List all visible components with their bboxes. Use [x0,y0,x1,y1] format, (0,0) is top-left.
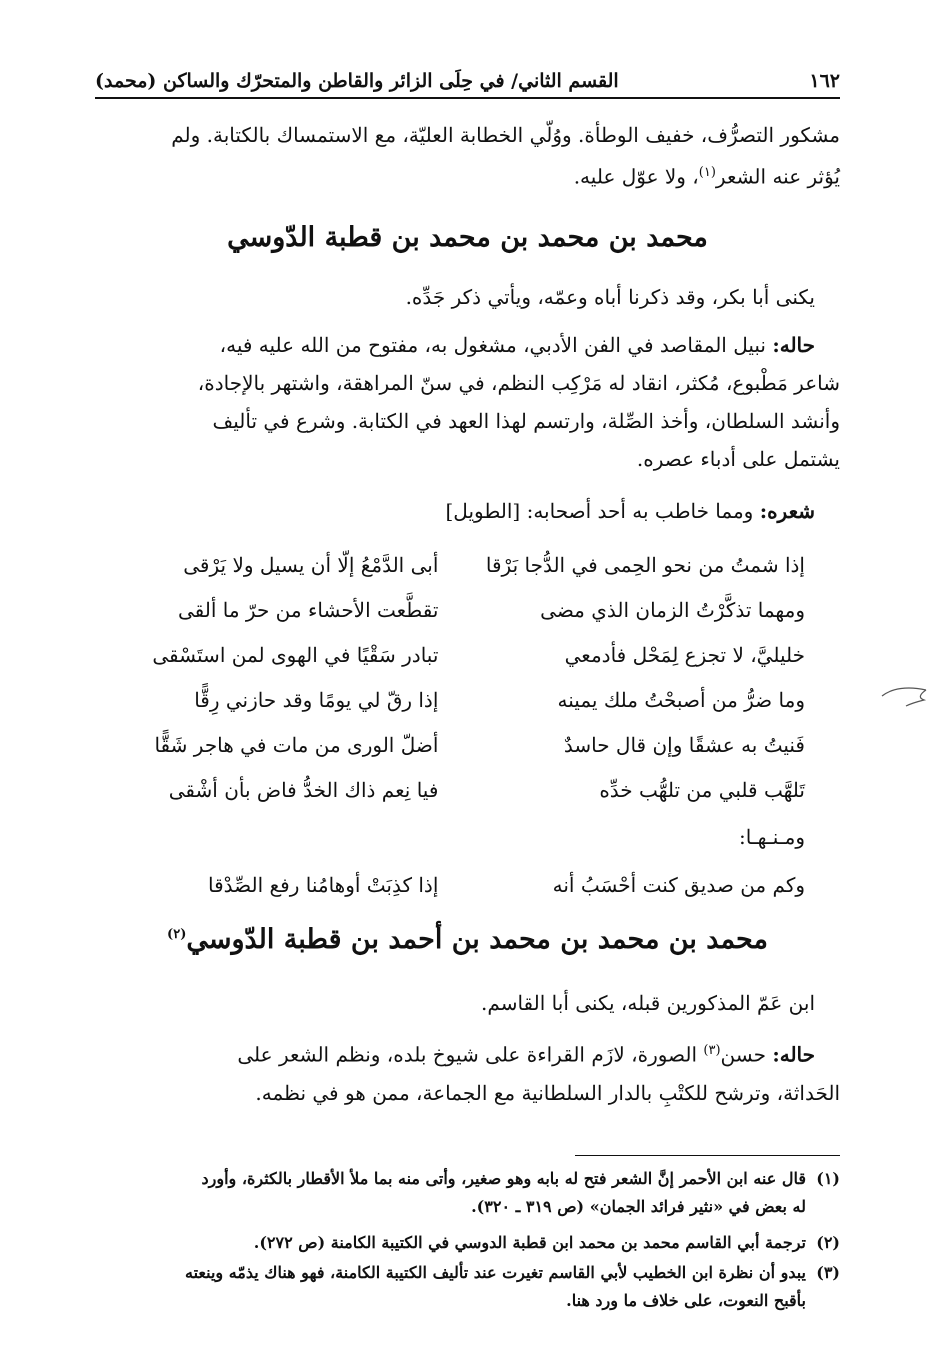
footnote-line [100,1259,840,1287]
verse-second-hemistich: إذا رقّ لي يومًا وقد حازني رِقًّا [194,687,439,712]
hal-line [95,1032,840,1074]
poetry-intro-line [95,492,840,530]
poetry-intro [95,492,840,530]
footnote-line: بأقبح النعوت، على خلاف ما ورد هنا. [566,1291,806,1310]
intro-line: مشكور التصرُّف، خفيف الوطأة. ووُلّي الخطابة العليّة، مع الاستمساك بالكتابة. ولم [171,123,840,147]
intro-text: يُؤثر عنه الشعر [715,164,840,189]
hal-paragraph [95,326,840,478]
footnote-text: يبدو أن نظرة ابن الخطيب لأبي القاسم تغيرت عند تأليف الكتيبة الكامنة، فهو هناك يذمّه وينعته [185,1263,806,1282]
verse [100,862,805,907]
hal-text: نبيل المقاصد في الفن الأدبي، مشغول به، مفتوح من الله عليه فيه، [219,333,766,357]
hal-line: الحَداثة، وترشح للكتْبِ بالدار السلطانية مع الجماعة، ممن هو في نظمه. [255,1080,840,1105]
hal-text: حسن [720,1042,766,1067]
footnote-number: (١) [816,1169,840,1188]
verse-first-hemistich: ومهما تذكَّرْتُ الزمان الذي مضى [540,597,805,622]
minha-label: ومـنـهـا: [738,825,805,849]
verse-first-hemistich: وما ضرُّ من أصبحْتُ ملك يمينه [557,687,805,712]
poem [100,542,805,907]
verse-first-hemistich: وكم من صديق كنت أحْسَبُ أنه [552,872,805,897]
verse-first-hemistich: خليليَّ، لا تجزع لِمَحْل فأدمعي [564,642,805,667]
footnote-ref: (٣) [703,1043,721,1058]
verse-second-hemistich: تبادر سَقْيًا في الهوى لمن استَسْقى [152,642,439,667]
entry-title [95,924,840,955]
page-number: ١٦٢ [809,70,840,92]
footnote [100,1259,840,1315]
verse-second-hemistich: إذا كذِبَتْ أوهامُنا رفع الصِّدْقا [208,872,439,897]
verse [100,632,805,677]
verse [100,677,805,722]
entry2-kunya [95,984,840,1022]
hal-label: حاله: [772,333,815,357]
margin-pencil-mark [880,682,932,708]
verse-first-hemistich: إذا شمتُ من نحو الحِمى في الدُّجا بَرْقا [485,552,805,577]
hal-line: وأنشد السلطان، وأخذ الصِّلة، وارتسم لهذا العهد في الكتابة. وشرع في تأليف [212,409,840,433]
verse [100,767,805,812]
header-rule [95,97,840,99]
footnote-line: له بعض في «نثير فرائد الجمان» (ص ٣١٩ ـ ٣٢٠). [471,1197,806,1216]
footnote-line [100,1229,840,1257]
footnote-ref: (٢) [167,927,187,942]
hal-line [95,326,840,364]
hal-label: حاله: [772,1042,815,1067]
poetry-label: شعره: [759,499,815,523]
intro-text: ، ولا عوّل عليه. [573,164,699,189]
kunya-line [95,278,840,316]
verse-second-hemistich: أضلّ الورى من مات في هاجر شَقًّا [154,732,439,757]
verse [100,542,805,587]
kunya-text: يكنى أبا بكر، وقد ذكرنا أباه وعمّه، ويأتي ذكر جَدِّه. [405,285,815,309]
entry-title-text: محمد بن محمد بن محمد بن أحمد بن قطبة الدّوسي [186,924,768,955]
hal-line: يشتمل على أدباء عصره. [636,447,840,471]
footnote-rule [575,1155,840,1156]
verse-first-hemistich: فَنيتُ به عشقًا وإن قال حاسدٌ [563,732,805,757]
entry2-kunya-text: ابن عَمّ المذكورين قبله، يكنى أبا القاسم. [481,991,815,1015]
poetry-intro-text: ومما خاطب به أحد أصحابه: [526,499,754,523]
hal-line: شاعر مَطْبوع، مُكثر، انقاد له مَرْكِب النظم، في سنّ المراهقة، واشتهر بالإجادة، [197,371,840,395]
footnote [100,1165,840,1221]
hal-text: الصورة، لازَم القراءة على شيوخ بلده، ونظم الشعر على [237,1042,704,1067]
footnote-line [100,1165,840,1193]
verse [100,722,805,767]
intro-line [95,154,840,196]
footnote-number: (٣) [816,1263,840,1282]
footnote-number: (٢) [816,1233,840,1252]
page-header [95,62,840,92]
footnote-text: ترجمة أبي القاسم محمد بن محمد ابن قطبة الدوسي في الكتيبة الكامنة (ص ٢٧٢). [253,1233,806,1252]
footnote-text: قال عنه ابن الأحمر إنَّ الشعر فتح له بابه وهو صغير، وأتى منه بما ملأ الأقطار بالكثرة، وأورد [201,1169,806,1188]
verse-second-hemistich: فيا نِعم ذاك الخدُّ فاض بأن أشْقى [168,777,439,802]
entry-title: محمد بن محمد بن محمد بن قطبة الدّوسي [227,222,708,253]
intro-paragraph [95,116,840,196]
footnote-ref: (١) [698,165,716,180]
verse-second-hemistich: أبى الدَّمْعُ إلّا أن يسيل ولا يَرْقى [183,552,439,577]
entry2-hal [95,1032,840,1112]
minha-row [100,812,805,862]
verse-first-hemistich: تَلهَّب قلبي من تلهُّب خدِّه [599,777,805,802]
meter-label: [الطويل] [445,499,521,523]
running-title: القسم الثاني/ في حِلَى الزائر والقاطن والمتحرّك والساكن (محمد) [95,70,619,92]
footnote [100,1229,840,1257]
verse [100,587,805,632]
verse-second-hemistich: تقطَّعت الأحشاء من حرّ ما ألقى [177,597,439,622]
